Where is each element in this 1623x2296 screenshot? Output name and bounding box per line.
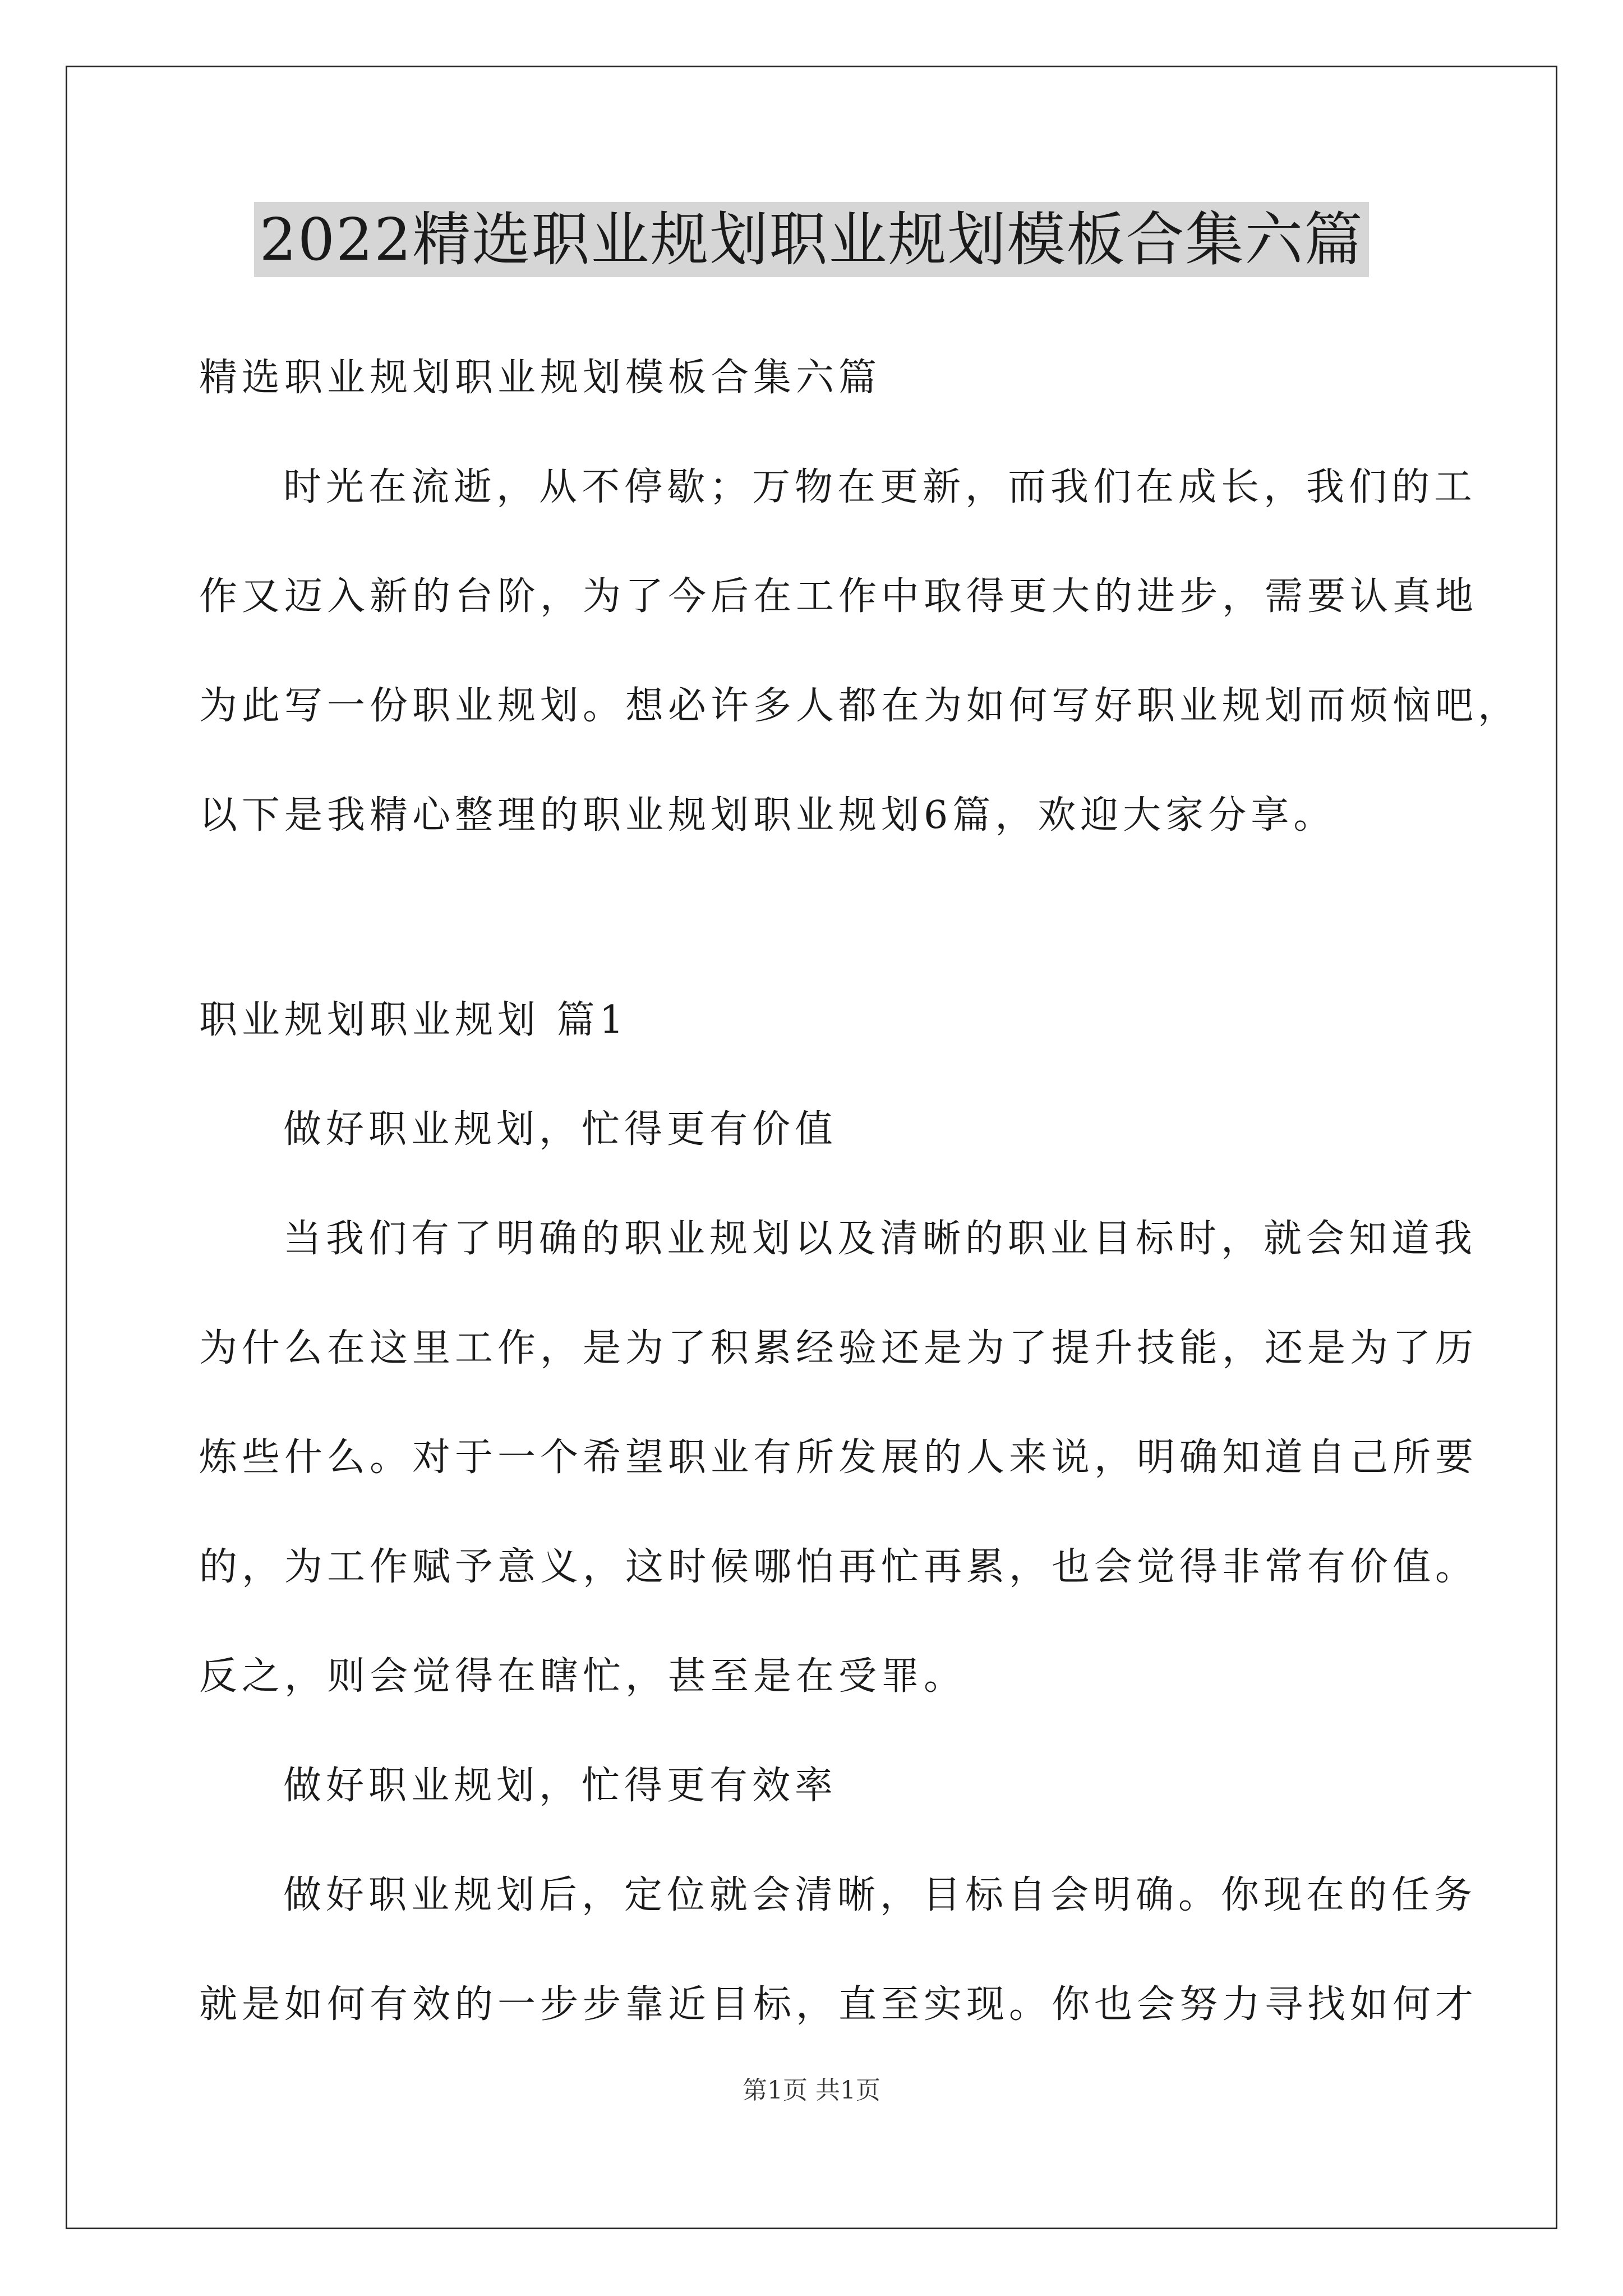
intro-line-4: 以下是我精心整理的职业规划职业规划6篇，欢迎大家分享。 xyxy=(199,793,1336,838)
subheading-value: 做好职业规划，忙得更有价值 xyxy=(283,1107,838,1152)
paragraph-2-line-1: 做好职业规划后，定位就会清晰，目标自会明确。你现在的任务 xyxy=(283,1873,1477,1917)
paragraph-1-line-4: 的，为工作赋予意义，这时候哪怕再忙再累，也会觉得非常有价值。 xyxy=(199,1545,1478,1589)
paragraph-1-line-5: 反之，则会觉得在瞎忙，甚至是在受罪。 xyxy=(199,1654,967,1699)
paragraph-2-line-2: 就是如何有效的一步步靠近目标，直至实现。你也会努力寻找如何才 xyxy=(199,1982,1478,2027)
subheading-efficiency: 做好职业规划，忙得更有效率 xyxy=(283,1764,838,1808)
document-title xyxy=(0,205,1623,275)
intro-line-1: 时光在流逝，从不停歇；万物在更新，而我们在成长，我们的工 xyxy=(283,465,1477,509)
intro-line-2: 作又迈入新的台阶，为了今后在工作中取得更大的进步，需要认真地 xyxy=(199,574,1478,619)
page-number-footer: 第1页 共1页 xyxy=(743,2076,880,2105)
paragraph-1-line-3: 炼些什么。对于一个希望职业有所发展的人来说，明确知道自己所要 xyxy=(199,1435,1478,1480)
document-title-text: 2022精选职业规划职业规划模板合集六篇 xyxy=(254,202,1370,277)
intro-line-3: 为此写一份职业规划。想必许多人都在为如何写好职业规划而烦恼吧， xyxy=(199,684,1521,728)
paragraph-1-line-1: 当我们有了明确的职业规划以及清晰的职业目标时，就会知道我 xyxy=(283,1217,1477,1261)
section-heading: 职业规划职业规划 篇1 xyxy=(199,998,628,1042)
document-subtitle: 精选职业规划职业规划模板合集六篇 xyxy=(199,356,882,400)
paragraph-1-line-2: 为什么在这里工作，是为了积累经验还是为了提升技能，还是为了历 xyxy=(199,1326,1478,1370)
